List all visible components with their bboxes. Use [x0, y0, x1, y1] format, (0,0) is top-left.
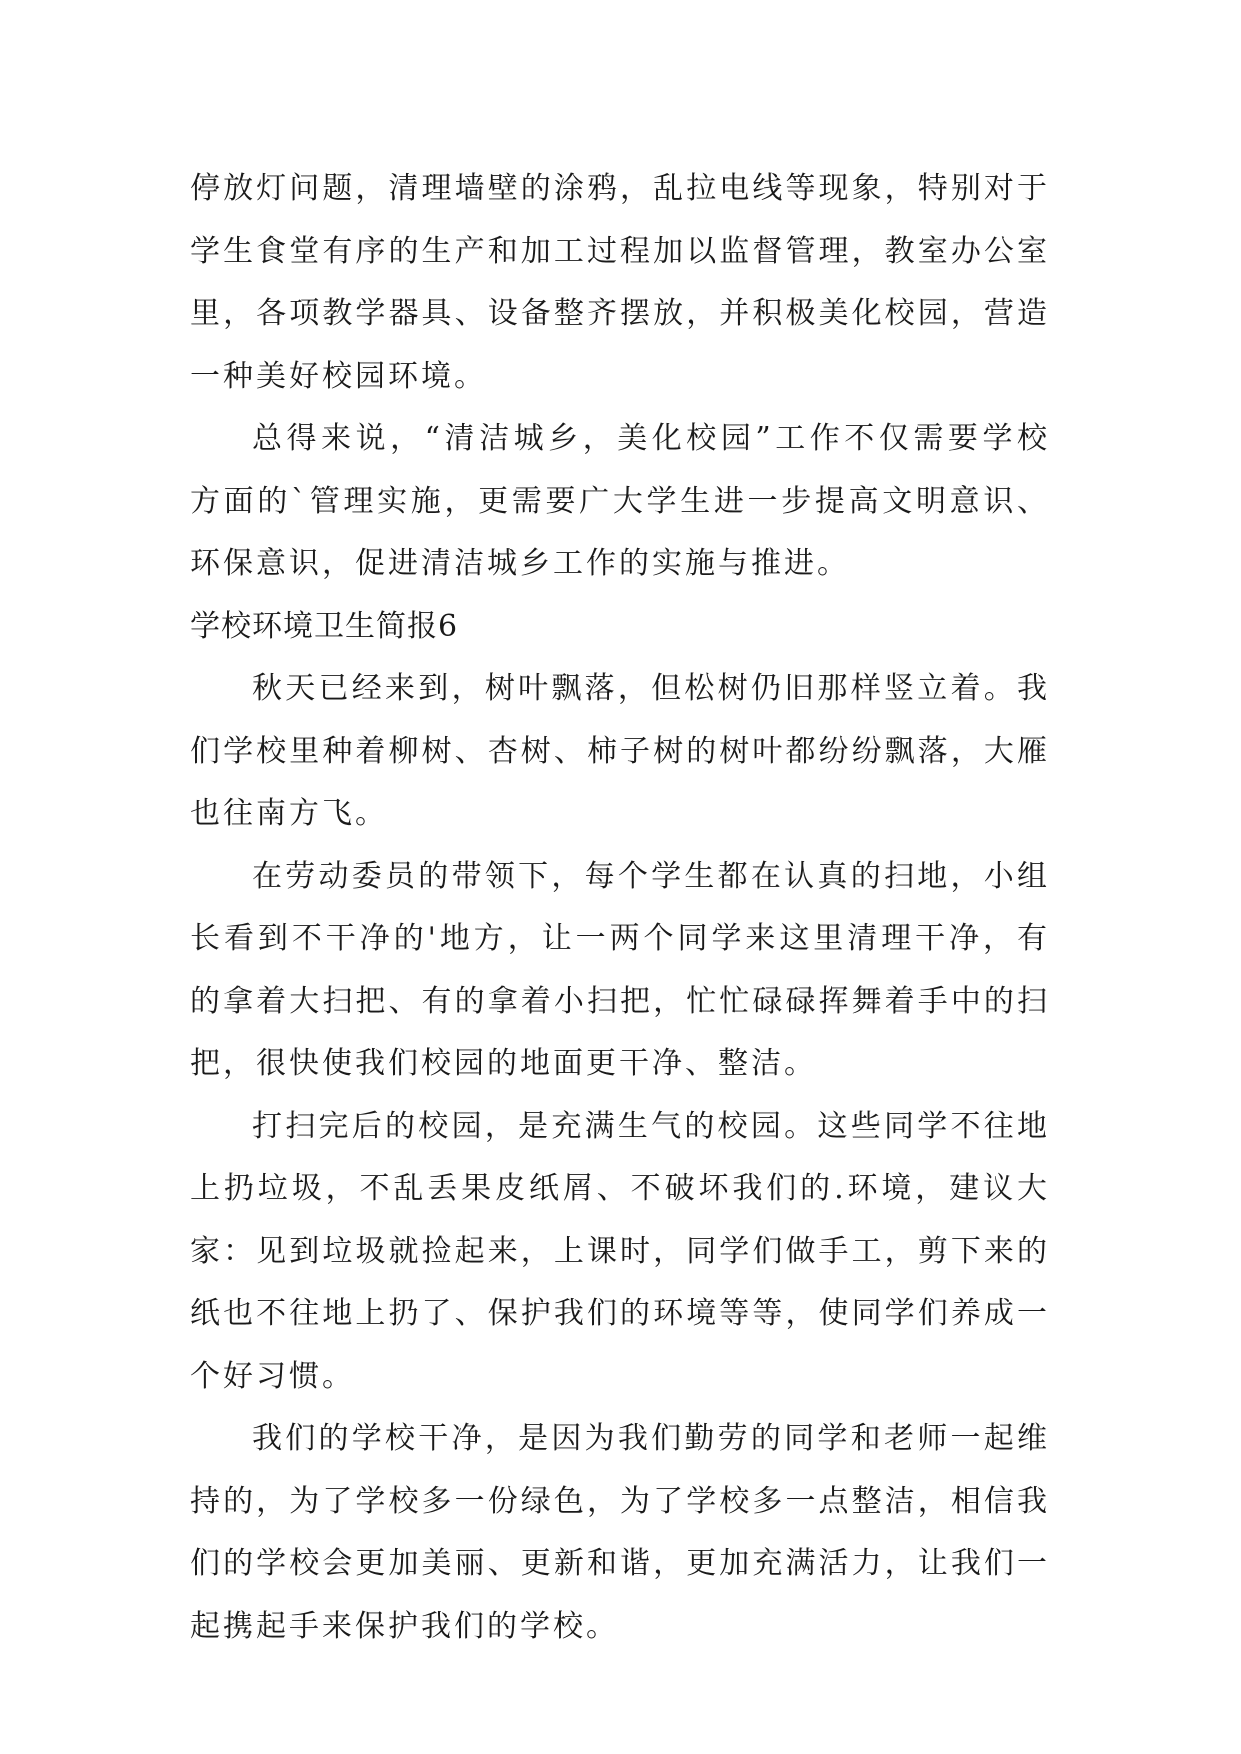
text-line: 里，各项教学器具、设备整齐摆放，并积极美化校园，营造: [190, 296, 1050, 331]
text-line: 停放灯问题，清理墙壁的涂鸦，乱拉电线等现象，特别对于: [190, 171, 1050, 206]
text-line: 把，很快使我们校园的地面更干净、整洁。: [190, 1046, 817, 1081]
text-line: 们学校里种着柳树、杏树、柿子树的树叶都纷纷飘落，大雁: [190, 733, 1050, 769]
text-line: 也往南方飞。: [190, 796, 388, 831]
text-line: 方面的`管理实施，更需要广大学生进一步提高文明意识、: [190, 483, 1050, 519]
paragraph: [190, 1096, 1050, 1409]
text-line: 起携起手来保护我们的学校。: [190, 1608, 619, 1644]
text-line: 总得来说，“清洁城乡，美化校园”工作不仅需要学校: [252, 421, 1050, 456]
paragraph: [190, 846, 1050, 1096]
text-line: 持的，为了学校多一份绿色，为了学校多一点整洁，相信我: [190, 1483, 1050, 1519]
text-line: 纸也不往地上扔了、保护我们的环境等等，使同学们养成一: [190, 1296, 1050, 1331]
paragraph: [190, 1408, 1050, 1658]
heading-text: 学校环境卫生简报6: [190, 608, 459, 644]
text-line: 长看到不干净的'地方，让一两个同学来这里清理干净，有: [190, 921, 1050, 956]
text-line: 个好习惯。: [190, 1358, 355, 1394]
document-body: [190, 158, 1050, 1658]
text-line: 的拿着大扫把、有的拿着小扫把，忙忙碌碌挥舞着手中的扫: [190, 983, 1050, 1019]
text-line: 上扔垃圾，不乱丢果皮纸屑、不破坏我们的.环境，建议大: [190, 1171, 1050, 1206]
text-line: 一种美好校园环境。: [190, 358, 487, 394]
text-line: 秋天已经来到，树叶飘落，但松树仍旧那样竖立着。我: [252, 671, 1050, 706]
paragraph: [190, 158, 1050, 408]
paragraph: [190, 658, 1050, 846]
section-heading: [190, 596, 1050, 659]
text-line: 学生食堂有序的生产和加工过程加以监督管理，教室办公室: [190, 233, 1050, 269]
text-line: 我们的学校干净，是因为我们勤劳的同学和老师一起维: [252, 1421, 1050, 1456]
text-line: 家：见到垃圾就捡起来，上课时，同学们做手工，剪下来的: [190, 1233, 1050, 1269]
text-line: 在劳动委员的带领下，每个学生都在认真的扫地，小组: [252, 858, 1050, 894]
text-line: 环保意识，促进清洁城乡工作的实施与推进。: [190, 546, 850, 581]
text-line: 们的学校会更加美丽、更新和谐，更加充满活力，让我们一: [190, 1546, 1050, 1581]
text-line: 打扫完后的校园，是充满生气的校园。这些同学不往地: [252, 1108, 1050, 1144]
paragraph: [190, 408, 1050, 596]
